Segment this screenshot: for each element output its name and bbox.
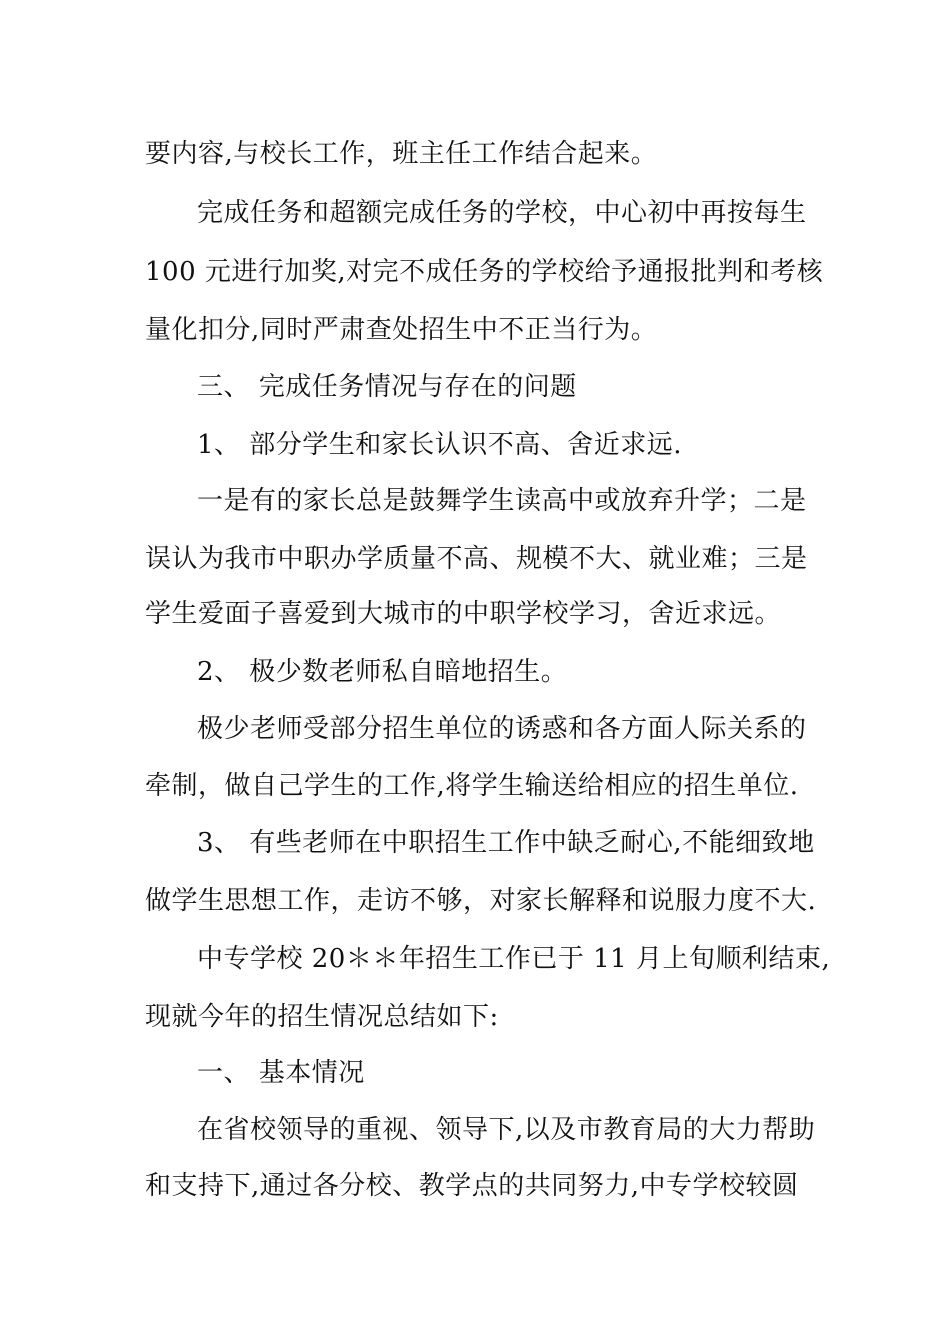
section-heading: 一、 基本情况 xyxy=(197,1058,365,1088)
text-line: 做学生思想工作，走访不够，对家长解释和说服力度不大. xyxy=(145,886,817,916)
text-line: 现就今年的招生情况总结如下: xyxy=(145,1002,499,1032)
text-line: 要内容,与校长工作，班主任工作结合起来。 xyxy=(145,139,658,169)
subsection-heading: 1、 部分学生和家长认识不高、舍近求远. xyxy=(197,430,683,460)
text-line: 在省校领导的重视、领导下,以及市教育局的大力帮助 xyxy=(197,1115,816,1145)
text-line: 学生爱面子喜爱到大城市的中职学校学习，舍近求远。 xyxy=(145,599,782,629)
text-line: 误认为我市中职办学质量不高、规模不大、就业难；三是 xyxy=(145,544,808,574)
subsection-heading: 3、 有些老师在中职招生工作中缺乏耐心,不能细致地 xyxy=(197,828,815,858)
text-line: 和支持下,通过各分校、教学点的共同努力,中专学校较圆 xyxy=(145,1171,799,1201)
text-line: 极少老师受部分招生单位的诱惑和各方面人际关系的 xyxy=(197,714,807,744)
text-line: 牵制，做自己学生的工作,将学生输送给相应的招生单位. xyxy=(145,771,799,801)
text-line: 量化扣分,同时严肃查处招生中不正当行为。 xyxy=(145,315,658,345)
text-line: 中专学校 20＊＊年招生工作已于 11 月上旬顺利结束, xyxy=(197,944,831,974)
subsection-heading: 2、 极少数老师私自暗地招生。 xyxy=(197,657,568,687)
section-heading: 三、 完成任务情况与存在的问题 xyxy=(197,372,577,402)
text-line: 完成任务和超额完成任务的学校，中心初中再按每生 xyxy=(197,198,807,228)
text-line: 一是有的家长总是鼓舞学生读高中或放弃升学；二是 xyxy=(197,486,807,516)
text-line: 100 元进行加奖,对完不成任务的学校给予通报批判和考核 xyxy=(145,257,824,287)
